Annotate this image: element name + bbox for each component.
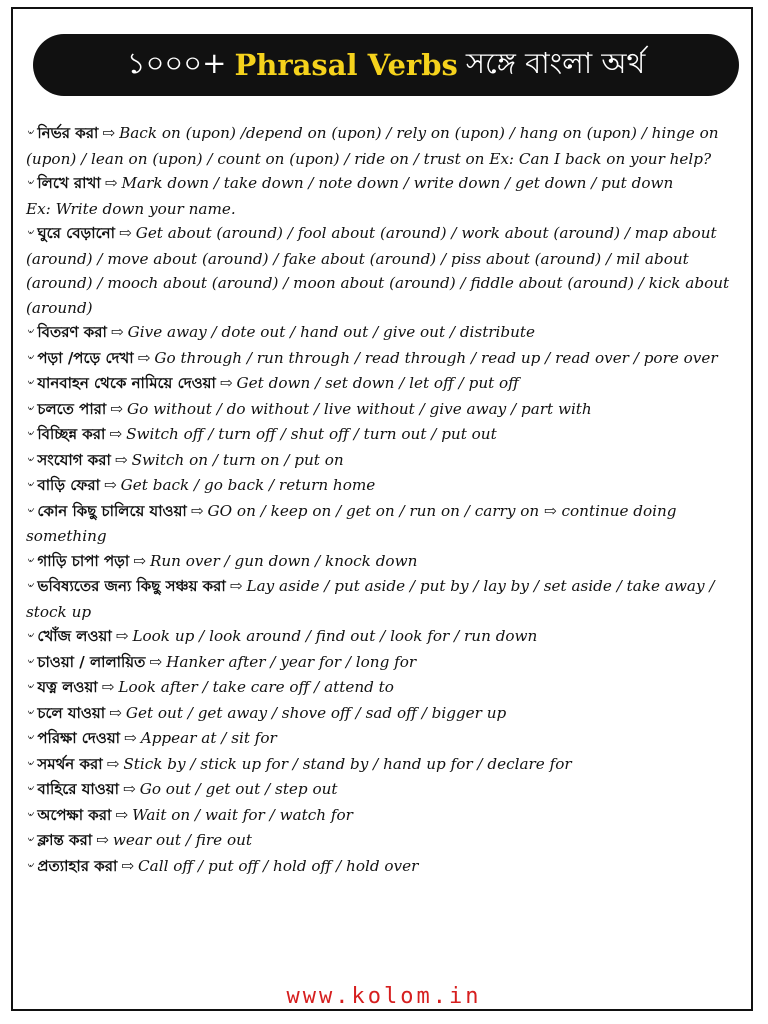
arrow-icon: ⇨ [114,450,128,469]
phrase-entry [26,371,744,397]
phrase-entry [26,650,744,676]
bengali-meaning: চলে যাওয়া [37,703,106,722]
bullet-icon: ৺ [26,655,34,670]
arrow-icon: ⇨ [229,577,243,595]
phrase-entry [26,121,744,171]
arrow-icon: ⇨ [133,551,146,570]
page-frame [11,7,753,1011]
bengali-meaning: পড়া /পড়ে দেখা [37,348,134,367]
arrow-icon: ⇨ [118,224,132,242]
arrow-icon: ⇨ [121,856,135,875]
english-phrases: Ex: Write down your name. [26,199,236,218]
english-phrases: Run over / gun down / knock down [149,551,418,570]
bengali-meaning: বাড়ি ফেরা [37,476,100,494]
english-phrases: Give away / dote out / hand out / give out / distribute [127,323,536,341]
english-phrases: Look after / take care off / attend to [118,678,394,696]
bengali-meaning: চলতে পারা [37,399,107,418]
bullet-icon: ৺ [26,630,34,644]
phrasal-verb-list [26,121,744,879]
english-phrases: Switch on / turn on / put on [131,450,344,469]
bullet-icon: ৺ [26,757,34,772]
english-phrases: Hanker after / year for / long for [166,652,417,671]
bengali-meaning: ঘুরে বেড়ানো [37,224,115,242]
bengali-meaning: যানবাহন থেকে নামিয়ে দেওয়া [37,374,216,392]
phrase-entry [26,346,744,372]
english-phrases: Switch off / turn off / shut off / turn out / put out [126,425,497,443]
bullet-icon: ৺ [26,351,34,366]
english-phrases: Get down / set down / let off / put off [236,374,519,392]
phrase-entry [26,574,744,624]
arrow-icon: ⇨ [110,323,124,341]
bullet-icon: ৺ [26,377,34,391]
bengali-meaning: গাড়ি চাপা পড়া [37,551,130,570]
title-suffix: সঙ্গে বাংলা অর্থ [465,45,646,80]
english-phrases: Go without / do without / live without / give away / part with [127,399,592,418]
english-phrases: Back on (upon) /depend on (upon) / rely on (upon) / hang on (upon) / hinge on (upon) / lean on (upon) / count on (upon) / ride on / trust on Ex: Can I back on your help? [26,124,719,168]
bullet-icon: ৺ [26,177,34,191]
bengali-meaning: বিতরণ করা [37,323,107,341]
arrow-icon: ⇨ [96,831,109,849]
bengali-meaning: চাওয়া / লালায়িত [37,652,146,671]
arrow-icon: ⇨ [124,729,137,747]
english-phrases: Call off / put off / hold off / hold over [138,856,419,875]
arrow-icon: ⇨ [122,780,136,798]
english-phrases: Get back / go back / return home [120,476,376,494]
bullet-icon: ৺ [26,428,34,442]
arrow-icon: ⇨ [137,348,151,367]
phrase-entry [26,499,744,549]
arrow-icon: ⇨ [110,399,124,418]
arrow-icon: ⇨ [219,374,233,392]
bullet-icon: ৺ [26,402,34,417]
bullet-icon: ৺ [26,453,34,468]
phrase-entry [26,803,744,829]
bullet-icon: ৺ [26,554,34,569]
bullet-icon: ৺ [26,834,34,848]
phrase-entry [26,473,744,499]
bengali-meaning: ক্লান্ত করা [37,831,93,849]
bengali-meaning: নির্ভর করা [37,124,99,142]
arrow-icon: ⇨ [115,805,129,824]
bengali-meaning: খোঁজ লওয়া [37,627,112,645]
arrow-icon: ⇨ [190,501,204,520]
english-phrases: Get out / get away / shove off / sad off / bigger up [125,703,507,722]
website-footer[interactable]: www.kolom.in [286,984,482,1009]
english-phrases: Get about (around) / fool about (around) / work about (around) / map about (around) / move about (around) / fake about (around) / piss about (around) / mil about (around) / mooch about (around) / moon about (around) / fiddle about (around) / kick about (around) [26,224,730,317]
bengali-meaning: বিচ্ছিন্ন করা [37,425,106,443]
bengali-meaning: বাহিরে যাওয়া [37,780,119,798]
bullet-icon: ৺ [26,706,34,721]
phrase-entry [26,448,744,474]
phrase-entry [26,726,744,752]
bengali-meaning: সংযোগ করা [37,450,111,469]
bengali-meaning: যত্ন লওয়া [37,678,98,696]
english-phrases: Go out / get out / step out [139,780,338,798]
bengali-meaning: সমর্থন করা [37,754,103,773]
phrase-entry [26,624,744,650]
phrase-entry [26,752,744,778]
english-phrases: Stick by / stick up for / stand by / hand up for / declare for [123,754,572,773]
phrase-entry [26,221,744,320]
bullet-icon: ৺ [26,479,34,493]
arrow-icon: ⇨ [109,703,122,722]
bengali-meaning: ভবিষ্যতের জন্য কিছু সঞ্চয় করা [37,577,226,595]
bengali-meaning: অপেক্ষা করা [37,805,112,824]
bengali-meaning: লিখে রাখা [37,174,101,192]
bullet-icon: ৺ [26,227,34,241]
bullet-icon: ৺ [26,127,34,141]
phrase-entry [26,320,744,346]
english-phrases: wear out / fire out [112,831,253,849]
english-phrases: Lay aside / put aside / put by / lay by / set aside / take away / stock up [26,577,715,621]
phrase-entry [26,197,744,222]
english-phrases: GO on / keep on / get on / run on / carry on ⇨ continue doing something [26,501,677,545]
phrase-entry [26,777,744,803]
bengali-meaning: কোন কিছু চালিয়ে যাওয়া [37,501,187,520]
title-prefix: ১০০০+ [126,45,227,80]
bullet-icon: ৺ [26,859,34,874]
arrow-icon: ⇨ [149,652,163,671]
phrase-entry [26,171,744,197]
english-phrases: Look up / look around / find out / look for / run down [132,627,538,645]
bullet-icon: ৺ [26,580,34,594]
arrow-icon: ⇨ [102,124,116,142]
phrase-entry [26,828,744,854]
english-phrases: Wait on / wait for / watch for [132,805,353,824]
bengali-meaning: প্রত্যাহার করা [37,856,118,875]
bengali-meaning: পরিক্ষা দেওয়া [37,729,120,747]
bullet-icon: ৺ [26,783,34,797]
bullet-icon: ৺ [26,326,34,340]
arrow-icon: ⇨ [115,627,129,645]
phrase-entry [26,854,744,880]
bullet-icon: ৺ [26,732,34,746]
bullet-icon: ৺ [26,681,34,695]
phrase-entry [26,549,744,575]
arrow-icon: ⇨ [101,678,115,696]
arrow-icon: ⇨ [104,174,118,192]
english-phrases: Go through / run through / read through / read up / read over / pore over [154,348,718,367]
phrase-entry [26,397,744,423]
title-highlight: Phrasal Verbs [234,48,458,82]
arrow-icon: ⇨ [103,476,117,494]
phrase-entry [26,675,744,701]
phrase-entry [26,701,744,727]
phrase-entry [26,422,744,448]
bullet-icon: ৺ [26,808,34,823]
title-banner [33,34,739,96]
arrow-icon: ⇨ [106,754,120,773]
english-phrases: Appear at / sit for [140,729,277,747]
arrow-icon: ⇨ [109,425,123,443]
english-phrases: Mark down / take down / note down / write down / get down / put down [121,174,674,192]
bullet-icon: ৺ [26,504,34,519]
